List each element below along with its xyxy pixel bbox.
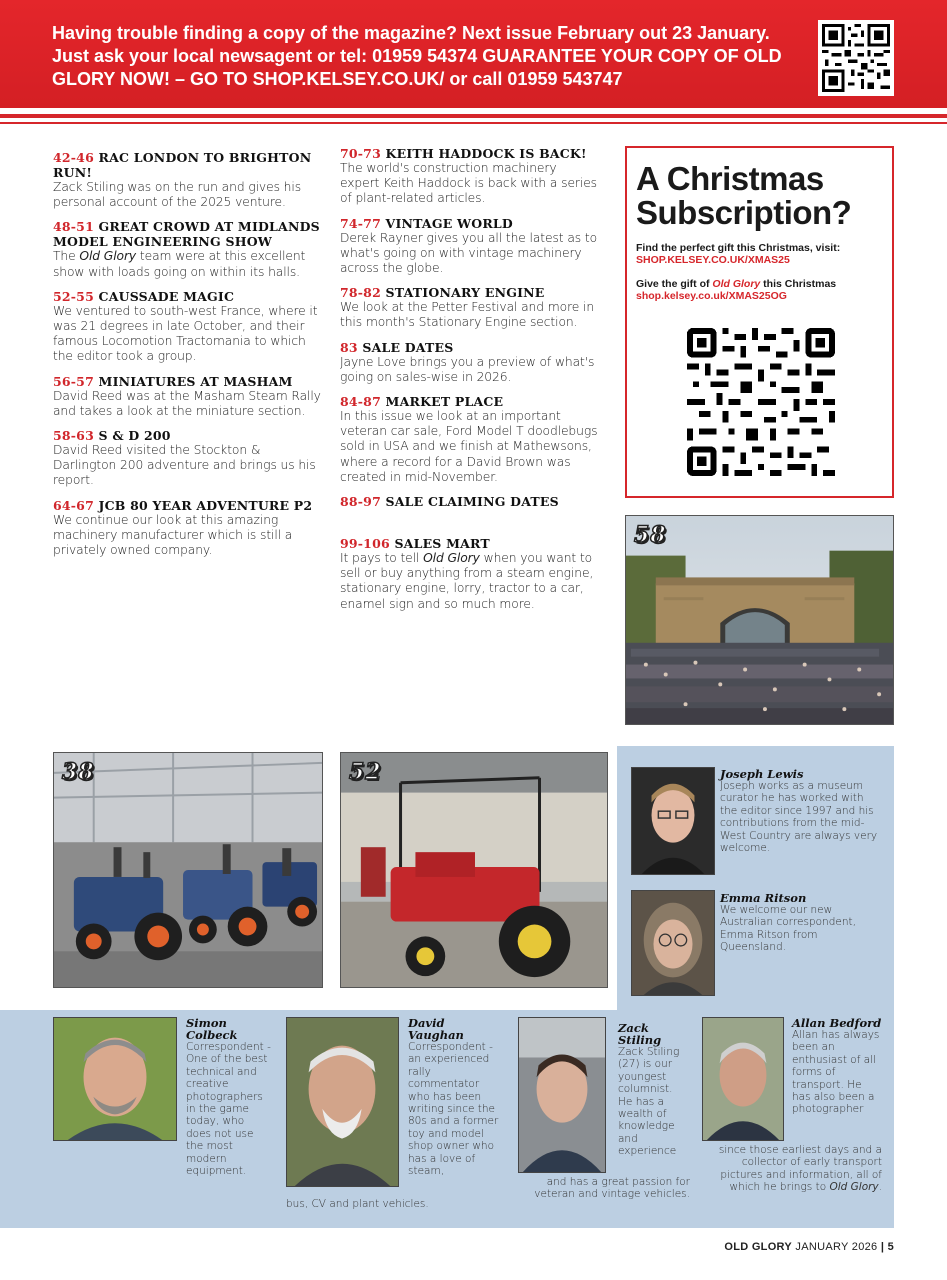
subscription-line-1 <box>636 242 891 266</box>
entry-pages: 74-77 <box>340 215 381 231</box>
entry-title <box>53 374 321 389</box>
footer-page-number: 5 <box>887 1241 894 1253</box>
contents-entry[interactable] <box>340 146 598 207</box>
subscription-italic: Old Glory <box>712 278 761 290</box>
entry-title <box>340 146 598 161</box>
bio-text: . <box>878 1181 882 1194</box>
entry-title-text: RAC LONDON TO BRIGHTON RUN! <box>53 150 312 180</box>
entry-title-text: SALE DATES <box>362 339 454 355</box>
portrait-david-vaughan <box>286 1017 399 1187</box>
portrait-emma-ritson <box>631 890 715 996</box>
contributor-name: Simon Colbeck <box>186 1016 238 1042</box>
entry-desc: In this issue we look at an important veteran car sale, Ford Model T doodlebugs sold in USA and we finish at Mathewsons, where a record for a David Brown was created in mid-November. <box>340 409 598 484</box>
entry-title-text: GREAT CROWD AT MIDLANDS MODEL ENGINEERING SHOW <box>53 219 320 250</box>
entry-title-text: MARKET PLACE <box>385 394 504 410</box>
entry-pages: 58-63 <box>53 428 94 444</box>
subscription-line-2 <box>636 278 891 302</box>
entry-title <box>340 536 598 551</box>
contents-entry[interactable] <box>53 150 321 210</box>
entry-title <box>53 289 321 304</box>
entry-title-text: SALES MART <box>394 536 490 552</box>
portrait-allan-bedford <box>702 1017 784 1141</box>
contributor-david <box>408 1017 504 1177</box>
subscription-text <box>636 278 891 290</box>
footer-magazine: OLD GLORY <box>724 1241 793 1253</box>
entry-title-text: S & D 200 <box>98 428 171 444</box>
subscription-headline: A Christmas Subscription? <box>636 160 852 231</box>
contents-entry[interactable] <box>53 374 321 419</box>
page-footer: OLD GLORY JANUARY 2026 | 5 <box>724 1241 894 1253</box>
entry-desc: Derek Rayner gives you all the latest as to what's going on with vintage machinery across the globe. <box>340 230 598 276</box>
contributor-name: Zack Stiling <box>618 1021 662 1047</box>
contributor-name: Allan Bedford <box>792 1016 882 1030</box>
portrait-joseph-lewis <box>631 767 715 875</box>
entry-desc: David Reed visited the Stockton & Darlington 200 adventure and brings us his report. <box>53 443 316 488</box>
entry-desc: The world's construction machinery expert Keith Haddock is back with a series of plant-related articles. <box>340 161 597 206</box>
contributor-bio: Allan has always been an enthusiast of all forms of transport. He has also been a photographer <box>792 1029 880 1116</box>
photo-caussade-farmall <box>340 752 608 988</box>
entry-desc <box>340 551 598 612</box>
photo-page-number: 38 <box>62 759 95 785</box>
subscription-text-post: this Christmas <box>760 278 837 290</box>
contributor-david-bio-continued: bus, CV and plant vehicles. <box>286 1198 429 1210</box>
bio-text: since those earliest days and a collector of early transport pictures and information, all of which he brings to <box>718 1144 882 1194</box>
entry-title-text: SALE CLAIMING DATES <box>385 494 559 510</box>
desc-text: It pays to tell <box>340 551 424 566</box>
subscription-box[interactable] <box>625 146 894 498</box>
contents-entry[interactable] <box>340 536 598 612</box>
photo-jcb-tractors <box>53 752 323 988</box>
subscription-text-pre: Give the gift of <box>636 278 713 290</box>
bio-italic: Old Glory <box>829 1181 879 1194</box>
entry-desc: David Reed was at the Masham Steam Rally and takes a look at the miniature section. <box>53 388 321 418</box>
portrait-simon-colbeck <box>53 1017 177 1141</box>
photo-page-number: 58 <box>634 522 667 548</box>
contents-entry[interactable] <box>340 285 598 330</box>
entry-desc: Jayne Love brings you a preview of what's going on sales-wise in 2026. <box>340 354 595 384</box>
contents-entry[interactable] <box>53 219 321 279</box>
entry-title-text: KEITH HADDOCK IS BACK! <box>385 146 587 161</box>
contents-entry[interactable] <box>53 498 321 559</box>
contributor-bio: Joseph works as a museum curator he has worked with the editor since 1997 and his contributions from the mid-West Country are always very welcome. <box>720 780 878 855</box>
entry-pages: 99-106 <box>340 536 390 552</box>
banner-rule-thin <box>0 122 947 124</box>
entry-title-text: CAUSSADE MAGIC <box>98 288 235 304</box>
contributor-zack-bio-continued: and has a great passion for veteran and vintage vehicles. <box>534 1176 690 1201</box>
photo-page-number: 52 <box>349 759 382 785</box>
entry-pages: 83 <box>340 339 358 355</box>
contributor-zack <box>618 1022 686 1158</box>
spacer <box>340 518 598 536</box>
subscription-link-2[interactable]: shop.kelsey.co.uk/XMAS25OG <box>636 290 787 302</box>
contributor-joseph <box>720 768 880 854</box>
contents-entry[interactable] <box>53 289 321 365</box>
subscription-qr-code-icon[interactable] <box>687 328 835 476</box>
entry-pages: 64-67 <box>53 497 94 513</box>
contributor-name: Joseph Lewis <box>720 767 804 781</box>
entry-title <box>340 340 598 355</box>
entry-title <box>53 150 321 180</box>
entry-pages: 78-82 <box>340 285 381 301</box>
entry-desc: Zack Stiling was on the run and gives his personal account of the 2025 venture. <box>53 180 301 210</box>
contents-entry[interactable] <box>340 494 598 509</box>
entry-title <box>340 285 598 300</box>
contents-entry[interactable] <box>53 428 321 489</box>
contents-entry[interactable] <box>340 394 598 485</box>
entry-title-text: STATIONARY ENGINE <box>385 285 545 301</box>
entry-pages: 48-51 <box>53 219 94 235</box>
entry-title-text: VINTAGE WORLD <box>385 215 513 231</box>
contents-entry[interactable] <box>340 340 598 385</box>
entry-title <box>340 216 598 231</box>
entry-desc: We continue our look at this amazing machinery manufacturer which is still a privately owned company. <box>53 512 293 558</box>
banner-rule-thick <box>0 114 947 118</box>
entry-desc <box>53 249 321 279</box>
entry-desc: We ventured to south-west France, where it was 21 degrees in late October, and their famous Locomotion Tractomania to which the editor took a group. <box>53 303 318 364</box>
subscription-text: Find the perfect gift this Christmas, visit: <box>636 242 841 254</box>
entry-title-text: MINIATURES AT MASHAM <box>98 373 293 389</box>
footer-issue: JANUARY 2026 <box>795 1241 878 1253</box>
desc-text: The <box>53 249 80 264</box>
contributor-emma <box>720 892 880 954</box>
desc-text: team were at this excellent show with loads going on within its halls. <box>53 249 306 279</box>
contributor-name: David Vaughan <box>408 1016 464 1042</box>
contributor-bio: Correspondent - One of the best technical and creative photographers in the game today, who does not use the most modern equipment. <box>186 1041 271 1178</box>
subscription-link-1[interactable]: SHOP.KELSEY.CO.UK/XMAS25 <box>636 254 790 266</box>
entry-title <box>340 494 598 509</box>
contributor-allan <box>792 1017 882 1116</box>
contributor-bio: Zack Stiling (27) is our youngest columnist. He has a wealth of knowledge and experience <box>618 1046 680 1158</box>
contributor-allan-bio-continued <box>702 1144 882 1194</box>
entry-pages: 84-87 <box>340 394 381 410</box>
contents-entry[interactable] <box>340 216 598 277</box>
contributor-bio: We welcome our new Australian correspondent, Emma Ritson from Queensland. <box>720 904 856 954</box>
entry-title <box>340 394 598 409</box>
entry-pages: 70-73 <box>340 146 381 161</box>
entry-pages: 88-97 <box>340 494 381 510</box>
entry-pages: 52-55 <box>53 288 94 304</box>
entry-title <box>53 498 321 513</box>
contributor-name: Emma Ritson <box>720 891 807 905</box>
top-banner <box>0 0 947 108</box>
photo-stockton-darlington <box>625 515 894 725</box>
contributor-bio: Correspondent - an experienced rally commentator who has been writing since the 80s and a former toy and model shop owner who has a love of steam, <box>408 1041 499 1178</box>
entry-pages: 56-57 <box>53 373 94 389</box>
desc-text: when you want to sell or buy anything from a steam engine, stationary engine, lorry, tractor to a car, enamel sign and so much more. <box>340 551 594 611</box>
qr-code-icon[interactable] <box>818 20 894 96</box>
entry-title-text: JCB 80 YEAR ADVENTURE P2 <box>98 497 313 513</box>
contents-column-left <box>53 150 321 567</box>
entry-title <box>53 219 321 249</box>
desc-italic: Old Glory <box>79 249 137 264</box>
contributor-simon <box>186 1017 271 1177</box>
contents-column-right <box>340 146 598 621</box>
entry-pages: 42-46 <box>53 150 94 165</box>
portrait-zack-stiling <box>518 1017 606 1173</box>
banner-text: Having trouble finding a copy of the magazine? Next issue February out 23 January. Just ask your local newsagent or tel: 01959 54374 GUARANTEE YOUR COPY OF OLD GLORY NOW! – GO TO SHOP.KELSEY.CO.UK/ or call 01959 543747 <box>52 23 782 89</box>
entry-title <box>53 428 321 443</box>
desc-italic: Old Glory <box>423 551 480 566</box>
entry-desc: We look at the Petter Festival and more in this month's Stationary Engine section. <box>340 300 595 330</box>
